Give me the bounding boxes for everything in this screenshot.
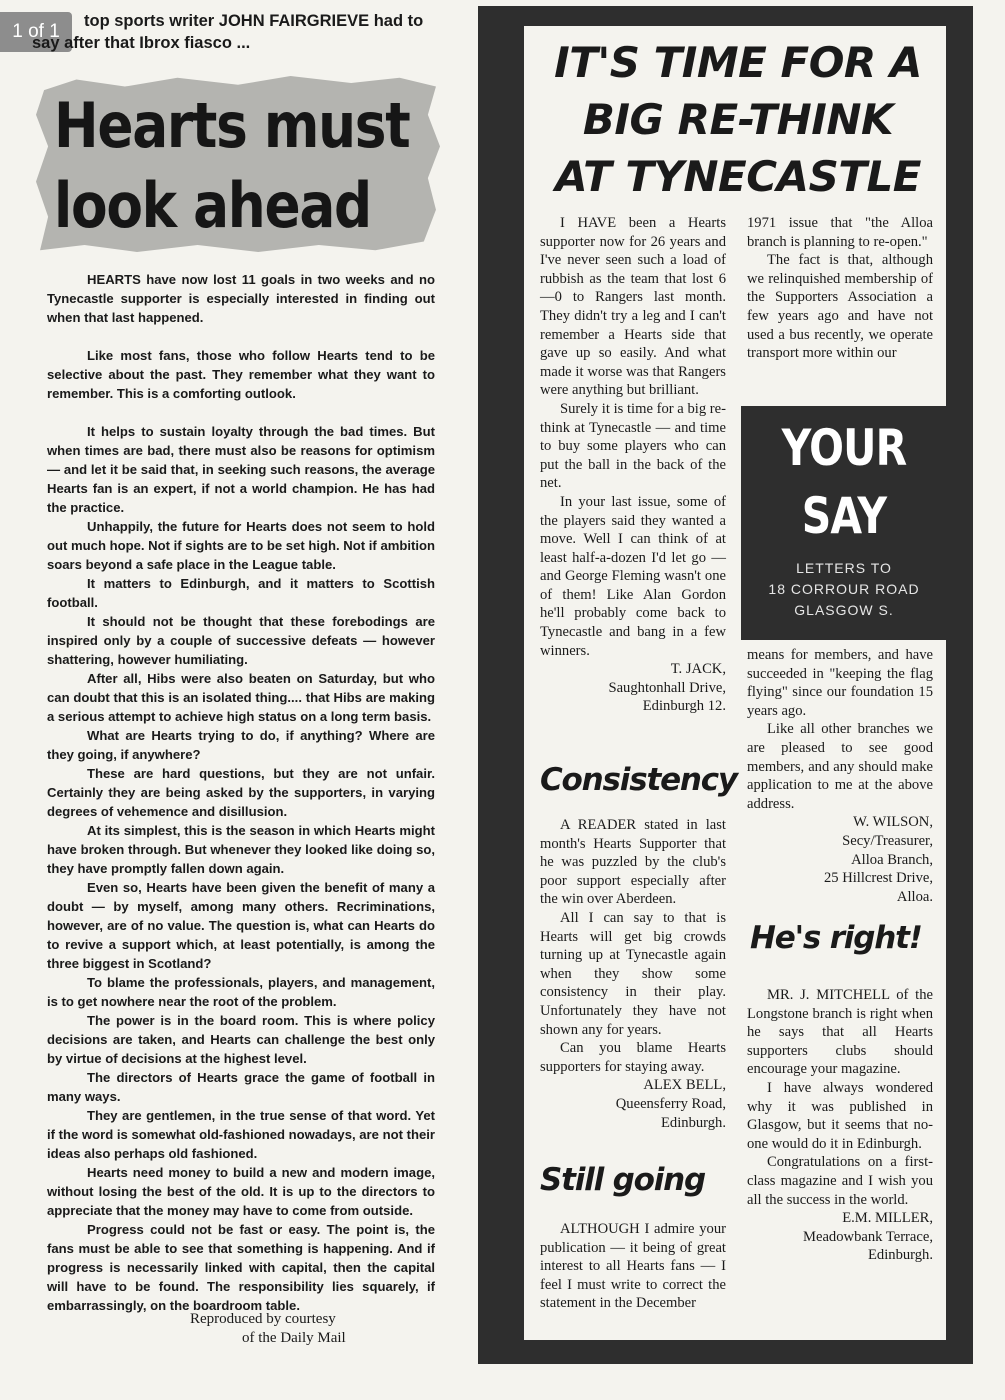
letter-miller [747,986,933,1265]
letters-title [538,34,938,205]
article-paragraph: Unhappily, the future for Hearts does not seem to hold out much hope. Not if sights are to be set high. Not if ambition soars beyond a safe place in the League table. [47,519,435,572]
signature-line: Meadowbank Terrace, [803,1228,933,1245]
article-paragraph: They are gentlemen, in the true sense of that word. Yet if the word is somewhat old-fashioned nowadays, are not their ideas also perhaps old fashioned. [47,1108,435,1161]
letter-paragraph: MR. J. MITCHELL of the Longstone branch is right when he says that all Hearts supporters clubs should encourage your magazine. [747,987,933,1078]
letter-paragraph: I have always wondered why it was published in Glasgow, but it seems that no-one would do it in Edinburgh. [747,1079,933,1152]
letter-still-going [540,1220,726,1313]
article-paragraph: It helps to sustain loyalty through the bad times. But when times are bad, there must also be reasons for optimism — and let it be said that, in seeking such reasons, the average Hearts fan is an expert, if not a world champion. He has had the practice. [47,424,435,515]
article-paragraph: These are hard questions, but they are not unfair. Certainly they are being asked by the supporters, in varying degrees of vehemence and disillusion. [47,766,435,819]
credit-note [190,1310,346,1348]
kicker-text: top sports writer JOHN FAIRGRIEVE had to say after that Ibrox fiasco ... [32,12,424,52]
still-going-heading: Still going [540,1162,705,1198]
letter-wilson-bottom [747,646,933,906]
signature-line: Edinburgh 12. [642,698,726,715]
letter-signature [540,660,726,716]
article-paragraph: At its simplest, this is the season in which Hearts might have broken through. But whenever they looked like doing so, they have promptly fallen down again. [47,823,435,876]
article-paragraph: The directors of Hearts grace the game of football in many ways. [47,1070,435,1104]
signature-name: E.M. MILLER, [842,1210,933,1227]
article-paragraph: Like most fans, those who follow Hearts tend to be selective about the past. They remember what they want to remember. This is a comforting outlook. [47,348,435,401]
signature-name: T. JACK, [670,661,726,678]
address-line: LETTERS TO [796,560,892,576]
article-paragraph: Even so, Hearts have been given the benefit of many a doubt — by myself, among many others. Recriminations, however, are of no value. The question is, what can Hearts do to revive a support which, at least potentially, is among the three biggest in Scotland? [47,880,435,971]
article-paragraph: To blame the professionals, players, and management, is to get nowhere near the root of the problem. [47,975,435,1009]
address-line: GLASGOW S. [794,602,894,618]
letter-paragraph: A READER stated in last month's Hearts Supporter that he was puzzled by the club's poor support especially after the win over Aberdeen. [540,817,726,908]
headline-line-2: look ahead [54,169,371,242]
headline-line-1: Hearts must [54,89,410,162]
article-paragraph: It matters to Edinburgh, and it matters to Scottish football. [47,576,435,610]
article-paragraph: HEARTS have now lost 11 goals in two weeks and no Tynecastle supporter is especially interested in finding out when that last happened. [47,272,435,325]
letter-signature [540,1076,726,1132]
credit-line: of the Daily Mail [242,1330,346,1346]
signature-line: Edinburgh. [868,1247,933,1264]
letter-paragraph: Congratulations on a first-class magazine and I wish you all the success in the world. [747,1154,933,1208]
letter-paragraph: means for members, and have succeeded in "keeping the flag flying" since our foundation 15 years ago. [747,647,933,719]
signature-name: ALEX BELL, [643,1077,726,1094]
your-say-title [760,414,929,550]
your-say-line: YOUR [781,419,907,477]
letter-wilson-top [747,214,933,363]
letter-jack [540,214,726,716]
signature-line: Queensferry Road, [615,1095,726,1112]
article-body [47,270,435,1315]
signature-line: 25 Hillcrest Drive, [823,870,933,887]
letter-paragraph: 1971 issue that "the Alloa branch is planning to re-open." [747,215,933,250]
letter-signature [747,1209,933,1265]
title-line: BIG RE-THINK [582,95,894,144]
your-say-line: SAY [801,487,887,545]
letter-paragraph: The fact is that, although we relinquished membership of the Supporters Association a few years ago and have not used a bus recently, we operate transport more within our [747,252,933,362]
letter-bell [540,816,726,1132]
article-paragraph: The power is in the board room. This is where policy decisions are taken, and Hearts can challenge the best only by virtue of decisions at the highest level. [47,1013,435,1066]
title-line: AT TYNECASTLE [555,152,921,201]
letter-paragraph: Like all other branches we are pleased to see good members, and any should make application to me at the above address. [747,721,933,812]
address-line: 18 CORROUR ROAD [768,581,920,597]
letter-paragraph: ALTHOUGH I admire your publication — it being of great interest to all Hearts fans — I feel I must write to correct the statement in the December [540,1221,726,1312]
article-paragraph: What are Hearts trying to do, if anything? Where are they going, if anywhere? [47,728,435,762]
signature-line: Alloa Branch, [851,851,933,868]
letter-paragraph: I HAVE been a Hearts supporter now for 26 years and I've never seen such a load of rubbish as the team that lost 6—0 to Rangers last month. They didn't try a leg and I can't remember a Hearts side that gave up so easily. And what made it worse was that Rangers were anything but brilliant. [540,215,726,399]
signature-line: Secy/Treasurer, [842,832,933,849]
your-say-box [741,406,947,640]
letter-paragraph: Can you blame Hearts supporters for staying away. [540,1040,726,1075]
signature-line: Alloa. [896,888,933,905]
letter-signature [747,813,933,906]
your-say-address [741,558,947,621]
hes-right-heading: He's right! [750,920,922,956]
signature-line: Edinburgh. [661,1114,726,1131]
letter-paragraph: All I can say to that is Hearts will get big crowds turning up at Tynecastle again when they show some consistency in their play. Unfortunately they have not shown any for years. [540,909,726,1038]
article-paragraph: It should not be thought that these forebodings are inspired only by a couple of successive defeats — however shattering, however humiliating. [47,614,435,667]
page-indicator: 1 of 1 [0,12,72,52]
signature-line: Saughtonhall Drive, [608,679,726,696]
credit-line: Reproduced by courtesy [190,1311,336,1327]
article-paragraph: After all, Hibs were also beaten on Saturday, but who can doubt that this is an isolated thing.... that Hibs are making a serious attempt to achieve high status on a long term basis. [47,671,435,724]
title-line: IT'S TIME FOR A [554,38,922,87]
article-paragraph: Progress could not be fast or easy. The point is, the fans must be able to see that something is happening. And if progress is necessarily linked with capital, then the capital will have to be found. The responsibility lies squarely, if embarrassingly, on the boardroom table. [47,1222,435,1313]
article-paragraph: Hearts need money to build a new and modern image, without losing the best of the old. It is up to the directors to appreciate that the money may have to come from outside. [47,1165,435,1218]
consistency-heading: Consistency [540,762,737,798]
signature-name: W. WILSON, [853,814,933,831]
letter-paragraph: In your last issue, some of the players said they wanted a move. Well I can think of at least half-a-dozen I'd let go — and George Fleming wasn't one of them! Like Alan Gordon he'll probably come back to Tynecastle and bang in a few winners. [540,493,726,659]
headline [54,86,410,246]
letter-paragraph: Surely it is time for a big re-think at Tynecastle — and time to buy some players who can put the ball in the back of the net. [540,400,726,492]
